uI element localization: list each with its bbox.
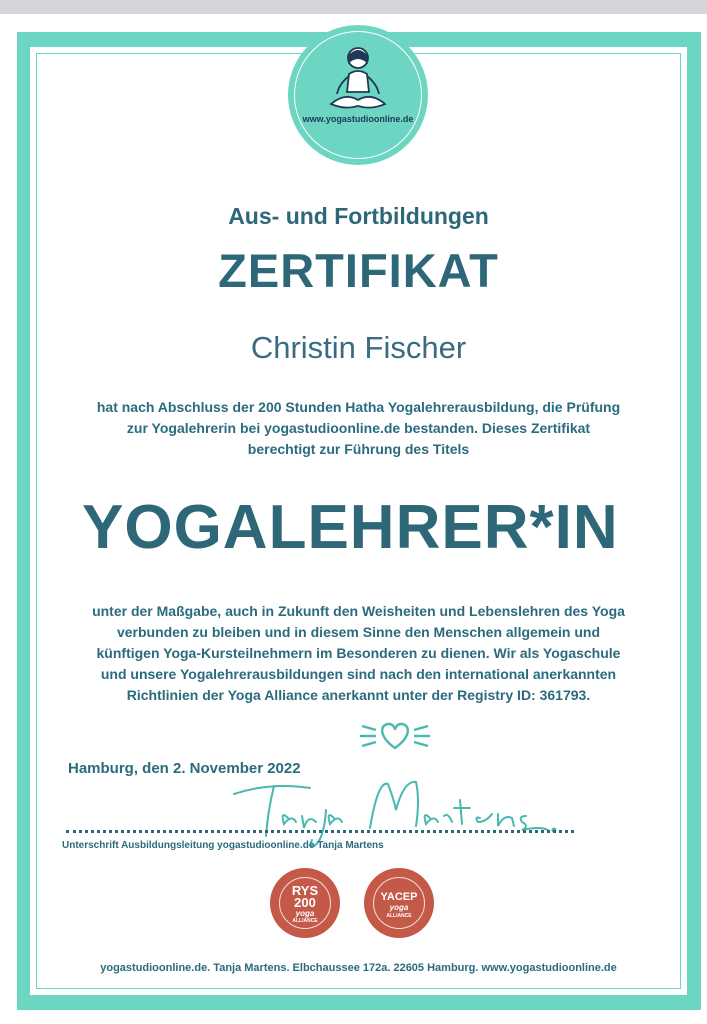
badge-sub: ALLIANCE (292, 918, 318, 924)
intro-line: berechtigt zur Führung des Titels (247, 441, 470, 457)
handwritten-signature (230, 770, 610, 850)
badge-brand: yoga (389, 903, 409, 912)
terms-paragraph (36, 601, 681, 706)
yacep-badge (364, 868, 434, 938)
intro-line: hat nach Abschluss der 200 Stunden Hatha Yogalehrerausbildung, die Prüfung (96, 399, 621, 415)
terms-line: Richtlinien der Yoga Alliance anerkannt unter der Registry ID: 361793. (126, 687, 591, 703)
recipient-name: Christin Fischer (250, 330, 467, 365)
terms-line: und unsere Yogalehrerausbildungen sind nach den international anerkannten (100, 666, 617, 682)
badge-inner (279, 877, 331, 929)
yoga-meditation-icon (325, 44, 391, 114)
intro-paragraph (36, 397, 681, 460)
terms-line: künftigen Yoga-Kursteilnehmern im Besonderen zu dienen. Wir als Yogaschule (96, 645, 621, 661)
rys200-badge (270, 868, 340, 938)
intro-line: zur Yogalehrerin bei yogastudioonline.de bestanden. Dieses Zertifikat (126, 420, 591, 436)
logo-url-text: www.yogastudioonline.de (302, 114, 414, 124)
terms-line: verbunden zu bleiben und in diesem Sinne den Menschen allgemein und (116, 624, 601, 640)
date-line: Hamburg, den 2. November 2022 (68, 760, 301, 777)
badge-number: 200 (294, 895, 316, 910)
signature-caption: Unterschrift Ausbildungsleitung yogastudioonline.de Tanja Martens (62, 840, 384, 851)
certificate-title: ZERTIFIKAT (218, 244, 499, 297)
degree-title: YOGALEHRER*IN (82, 493, 619, 562)
signature-line (66, 830, 574, 833)
heart-icon (356, 718, 434, 752)
certificate-subtitle: Aus- und Fortbildungen (228, 203, 489, 229)
badge-inner (373, 877, 425, 929)
badge-main: YACEP (380, 891, 418, 903)
certificate-footer: yogastudioonline.de. Tanja Martens. Elbchaussee 172a. 22605 Hamburg. www.yogastudioonline.de (100, 962, 617, 974)
top-bar (0, 0, 707, 14)
badge-main: RYS (291, 883, 319, 898)
badge-brand: yoga (295, 909, 315, 918)
terms-line: unter der Maßgabe, auch in Zukunft den Weisheiten und Lebenslehren des Yoga (92, 603, 625, 619)
badge-sub: ALLIANCE (386, 913, 412, 919)
